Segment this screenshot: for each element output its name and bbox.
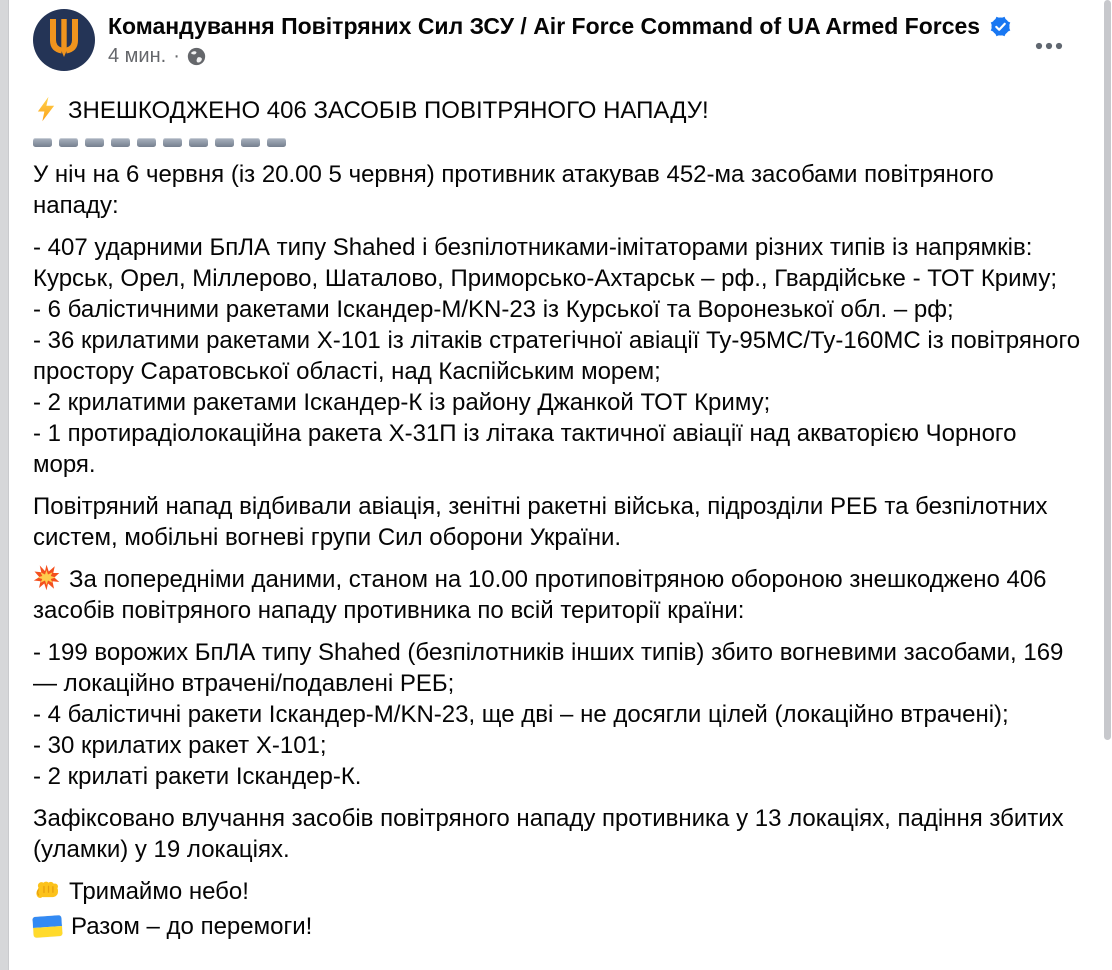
attack-item: - 6 балістичними ракетами Іскандер-М/KN-23 із Курської та Воронезької обл. – рф; [33,296,954,323]
results-list [33,637,1084,792]
verified-badge-icon [989,15,1012,38]
heavy-minus-emoji [215,138,234,147]
lightning-emoji-icon [33,96,59,122]
heavy-minus-emoji [267,138,286,147]
timestamp-separator: · [173,45,180,67]
ukraine-flag-emoji-icon [32,915,62,938]
attack-item: - 407 ударними БпЛА типу Shahed і безпілотниками-імітаторами різних типів із напрямків: Курськ, Орел, Міллерово, Шаталово, Приморсько-Ахтарськ – рф., Гвардійське - ТОТ Криму; [33,234,1057,292]
heavy-minus-emoji [33,138,52,147]
defense-paragraph: Повітряний напад відбивали авіація, зенітні ракетні війська, підрозділи РЕБ та безпілотних систем, мобільні вогневі групи Сил оборони України. [33,493,1048,551]
results-intro [33,564,1084,626]
header-text [108,9,1012,68]
post-timestamp[interactable] [108,45,1012,68]
heavy-minus-emoji [241,138,260,147]
facebook-post [9,0,1112,970]
ellipsis-icon [1034,41,1064,51]
heavy-minus-emoji [111,138,130,147]
headline-text: ЗНЕШКОДЖЕНО 406 ЗАСОБІВ ПОВІТРЯНОГО НАПАДУ! [68,97,709,124]
impact-paragraph: Зафіксовано влучання засобів повітряного нападу противника у 13 локаціях, падіння збитих (уламки) у 19 локаціях. [33,805,1064,863]
results-item: - 4 балістичні ракети Іскандер-М/KN-23, ще дві – не досягли цілей (локаційно втрачені); [33,701,1009,728]
outro-sky [33,876,1084,907]
intro-paragraph: У ніч на 6 червня (із 20.00 5 червня) противник атакував 452-ма засобами повітряного нападу: [33,161,994,219]
globe-icon [187,47,206,66]
heavy-minus-emoji [85,138,104,147]
heavy-minus-emoji [59,138,78,147]
collision-emoji-icon [33,564,60,591]
post-menu-button[interactable] [1026,33,1072,59]
trident-icon [44,16,84,65]
attack-item: - 36 крилатими ракетами Х-101 із літаків стратегічної авіації Ту-95МС/Ту-160МС із повітряного простору Саратовської області, над Каспійським морем; [33,327,1081,385]
outro-victory-text: Разом – до перемоги! [71,913,313,940]
outro-victory [33,911,1084,942]
heavy-minus-emoji [189,138,208,147]
page-avatar[interactable] [33,9,95,71]
results-item: - 199 ворожих БпЛА типу Shahed (безпілотників інших типів) збито вогневими засобами, 169 — локаційно втрачені/подавлені РЕБ; [33,639,1064,697]
page-name-row [108,12,1012,40]
post-body [33,95,1084,942]
timestamp-text: 4 мин. [108,45,167,67]
results-item: - 30 крилатих ракет Х-101; [33,732,327,759]
outro-sky-text: Тримаймо небо! [69,878,249,905]
attack-list [33,232,1084,480]
page-name-link[interactable]: Командування Повітряних Сил ЗСУ / Air Force Command of UA Armed Forces [108,13,981,39]
raised-fist-emoji-icon [33,876,60,903]
divider-dashes [33,138,1084,147]
post-header [33,9,1084,71]
results-item: - 2 крилаті ракети Іскандер-К. [33,763,362,790]
heavy-minus-emoji [137,138,156,147]
heavy-minus-emoji [163,138,182,147]
attack-item: - 1 протирадіолокаційна ракета Х-31П із літака тактичної авіації над акваторією Чорного моря. [33,420,1017,478]
vertical-scrollbar-thumb[interactable] [1104,0,1111,740]
post-headline [33,95,1084,126]
window-left-edge [0,0,9,970]
attack-item: - 2 крилатими ракетами Іскандер-К із району Джанкой ТОТ Криму; [33,389,771,416]
results-intro-text: За попередніми даними, станом на 10.00 протиповітряною обороною знешкоджено 406 засобів повітряного нападу противника по всій території країни: [33,566,1047,624]
